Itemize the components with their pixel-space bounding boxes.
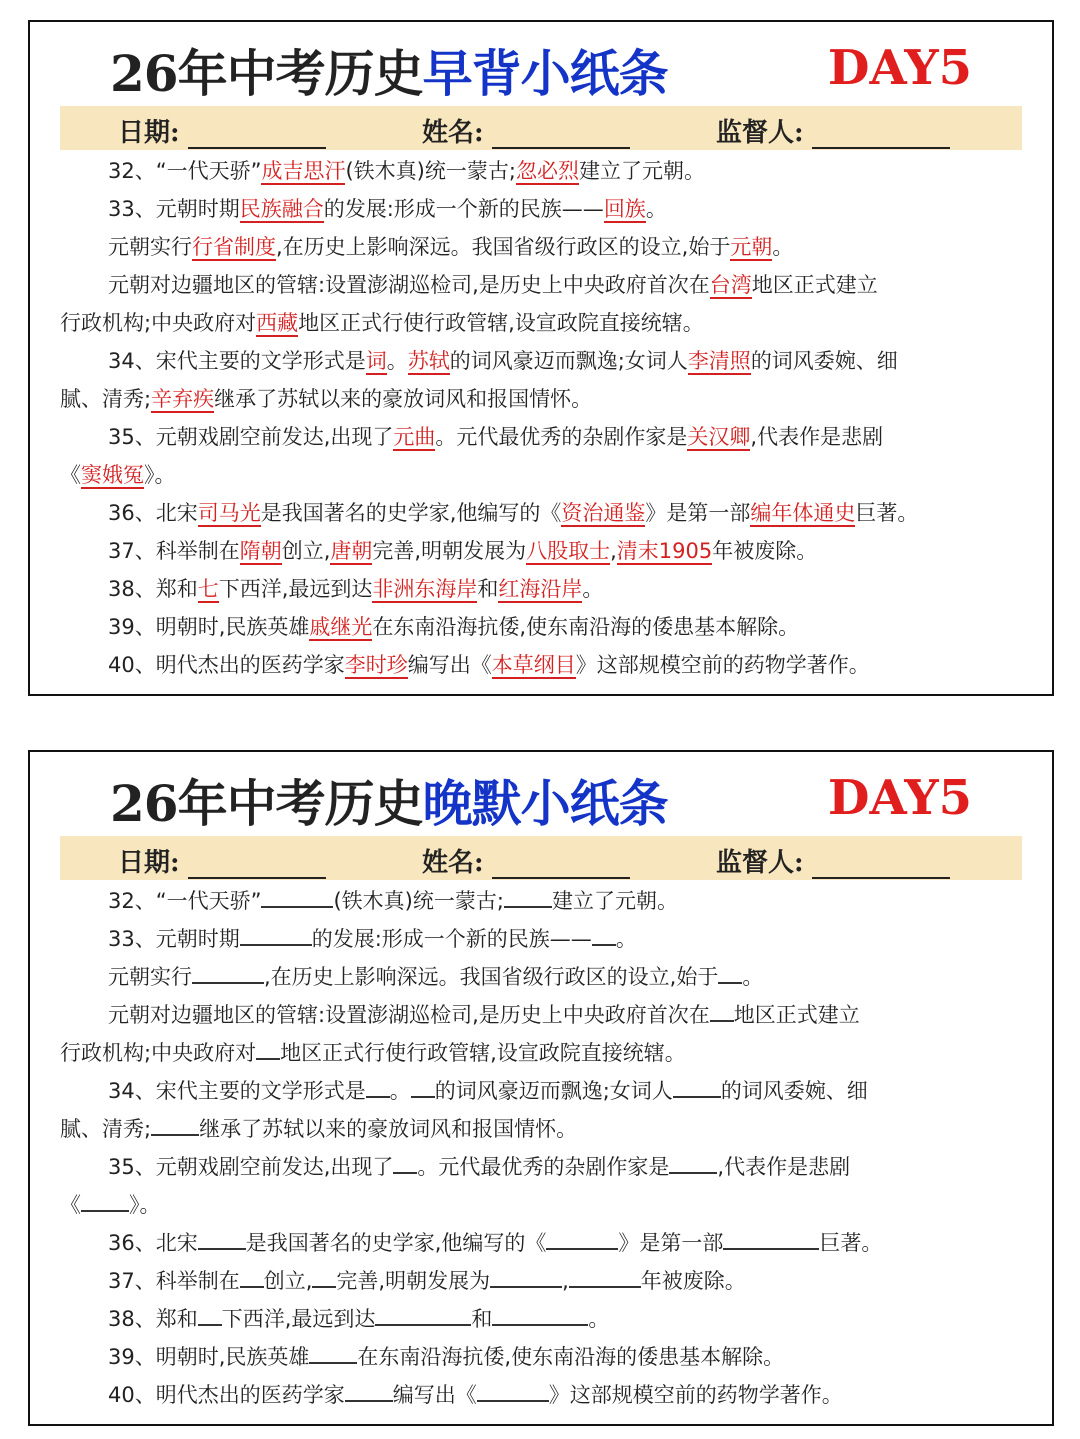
title-highlight: 早背小纸条 <box>422 44 668 103</box>
name-field[interactable]: 姓名: <box>422 112 630 149</box>
title-highlight: 晚默小纸条 <box>422 774 668 833</box>
item-39: 39、明朝时,民族英雄 在东南沿海抗倭,使东南沿海的倭患基本解除。 <box>60 1338 1026 1376</box>
item-40: 40、明代杰出的医药学家李时珍编写出《本草纲目》这部规模空前的药物学著作。 <box>108 653 870 677</box>
answer-blank[interactable] <box>198 1226 246 1250</box>
item-32: 32、“一代天骄”成吉思汗(铁木真)统一蒙古;忽必烈建立了元朝。 <box>108 159 705 183</box>
item-33-d: 行政机构;中央政府对 地区正式行使行政管辖,设宣政院直接统辖。 <box>60 1034 1026 1072</box>
item-33-c: 元朝对边疆地区的管辖:设置澎湖巡检司,是历史上中央政府首次在台湾地区正式建立 <box>108 273 878 297</box>
item-33: 33、元朝时期 的发展:形成一个新的民族—— 。 <box>60 920 1026 958</box>
morning-card <box>28 20 1054 696</box>
answer-blank[interactable] <box>151 1112 199 1136</box>
item-34: 34、宋代主要的文学形式是词。苏轼的词风豪迈而飘逸;女词人李清照的词风委婉、细 <box>108 349 898 373</box>
item-34: 34、宋代主要的文学形式是 。 的词风豪迈而飘逸;女词人 的词风委婉、细 <box>60 1072 1026 1110</box>
page-title: 26年中考历史晚默小纸条 <box>110 774 668 833</box>
answer-blank[interactable] <box>723 1226 819 1250</box>
answer-blank[interactable] <box>546 1226 618 1250</box>
answer-blank[interactable] <box>198 1302 222 1326</box>
page-title: 26年中考历史早背小纸条 <box>110 44 668 103</box>
item-33-d: 行政机构;中央政府对西藏地区正式行使行政管辖,设宣政院直接统辖。 <box>60 311 704 335</box>
answer-blank[interactable] <box>375 1302 471 1326</box>
day-badge: DAY5 <box>827 770 972 826</box>
item-38: 38、郑和七下西洋,最远到达非洲东海岸和红海沿岸。 <box>108 577 604 601</box>
item-32: 32、“一代天骄” (铁木真)统一蒙古; 建立了元朝。 <box>60 882 1026 920</box>
answer-blank[interactable] <box>504 884 552 908</box>
info-bar <box>60 836 1022 880</box>
answer-blank[interactable] <box>240 922 312 946</box>
date-field[interactable]: 日期: <box>118 112 326 149</box>
date-field[interactable]: 日期: <box>118 842 326 879</box>
answer-blank[interactable] <box>393 1150 417 1174</box>
answer-blank[interactable] <box>240 1264 264 1288</box>
supervisor-field[interactable]: 监督人: <box>716 112 950 149</box>
answer-blank[interactable] <box>710 998 734 1022</box>
evening-content <box>60 882 1026 1414</box>
answer-blank[interactable] <box>256 1036 280 1060</box>
answer-blank[interactable] <box>673 1074 721 1098</box>
item-33-c: 元朝对边疆地区的管辖:设置澎湖巡检司,是历史上中央政府首次在 地区正式建立 <box>60 996 1026 1034</box>
answer-blank[interactable] <box>592 922 616 946</box>
item-33: 33、元朝时期民族融合的发展:形成一个新的民族——回族。 <box>108 197 667 221</box>
item-33-b: 元朝实行 ,在历史上影响深远。我国省级行政区的设立,始于 。 <box>60 958 1026 996</box>
item-39: 39、明朝时,民族英雄戚继光在东南沿海抗倭,使东南沿海的倭患基本解除。 <box>108 615 800 639</box>
item-36: 36、北宋 是我国著名的史学家,他编写的《 》是第一部 巨著。 <box>60 1224 1026 1262</box>
item-35: 35、元朝戏剧空前发达,出现了元曲。元代最优秀的杂剧作家是关汉卿,代表作是悲剧 <box>108 425 884 449</box>
title-row <box>30 28 1052 108</box>
answer-blank[interactable] <box>309 1340 357 1364</box>
answer-blank[interactable] <box>477 1378 549 1402</box>
item-33-b: 元朝实行行省制度,在历史上影响深远。我国省级行政区的设立,始于元朝。 <box>108 235 794 259</box>
item-35: 35、元朝戏剧空前发达,出现了 。元代最优秀的杂剧作家是 ,代表作是悲剧 <box>60 1148 1026 1186</box>
answer-blank[interactable] <box>669 1150 717 1174</box>
evening-card <box>28 750 1054 1426</box>
name-field[interactable]: 姓名: <box>422 842 630 879</box>
item-38: 38、郑和 下西洋,最远到达 和 。 <box>60 1300 1026 1338</box>
supervisor-field[interactable]: 监督人: <box>716 842 950 879</box>
answer-blank[interactable] <box>718 960 742 984</box>
answer-blank[interactable] <box>312 1264 336 1288</box>
answer-blank[interactable] <box>411 1074 435 1098</box>
answer-blank[interactable] <box>569 1264 641 1288</box>
answer-blank[interactable] <box>261 884 333 908</box>
title-row <box>30 758 1052 838</box>
item-37: 37、科举制在隋朝创立,唐朝完善,明朝发展为八股取士,清末1905年被废除。 <box>108 539 818 563</box>
day-badge: DAY5 <box>827 40 972 96</box>
item-35-b: 《窦娥冤》。 <box>60 463 176 487</box>
answer-blank[interactable] <box>81 1188 129 1212</box>
answer-blank[interactable] <box>490 1264 562 1288</box>
answer-blank[interactable] <box>192 960 264 984</box>
item-40: 40、明代杰出的医药学家 编写出《 》这部规模空前的药物学著作。 <box>60 1376 1026 1414</box>
answer-blank[interactable] <box>345 1378 393 1402</box>
item-37: 37、科举制在 创立, 完善,明朝发展为 , 年被废除。 <box>60 1262 1026 1300</box>
item-36: 36、北宋司马光是我国著名的史学家,他编写的《资治通鉴》是第一部编年体通史巨著。 <box>108 501 919 525</box>
answer-blank[interactable] <box>366 1074 390 1098</box>
answer-blank[interactable] <box>492 1302 588 1326</box>
morning-content <box>60 152 1026 684</box>
item-35-b: 《 》。 <box>60 1186 1026 1224</box>
item-34-b: 腻、清秀; 继承了苏轼以来的豪放词风和报国情怀。 <box>60 1110 1026 1148</box>
item-34-b: 腻、清秀;辛弃疾继承了苏轼以来的豪放词风和报国情怀。 <box>60 387 593 411</box>
info-bar <box>60 106 1022 150</box>
